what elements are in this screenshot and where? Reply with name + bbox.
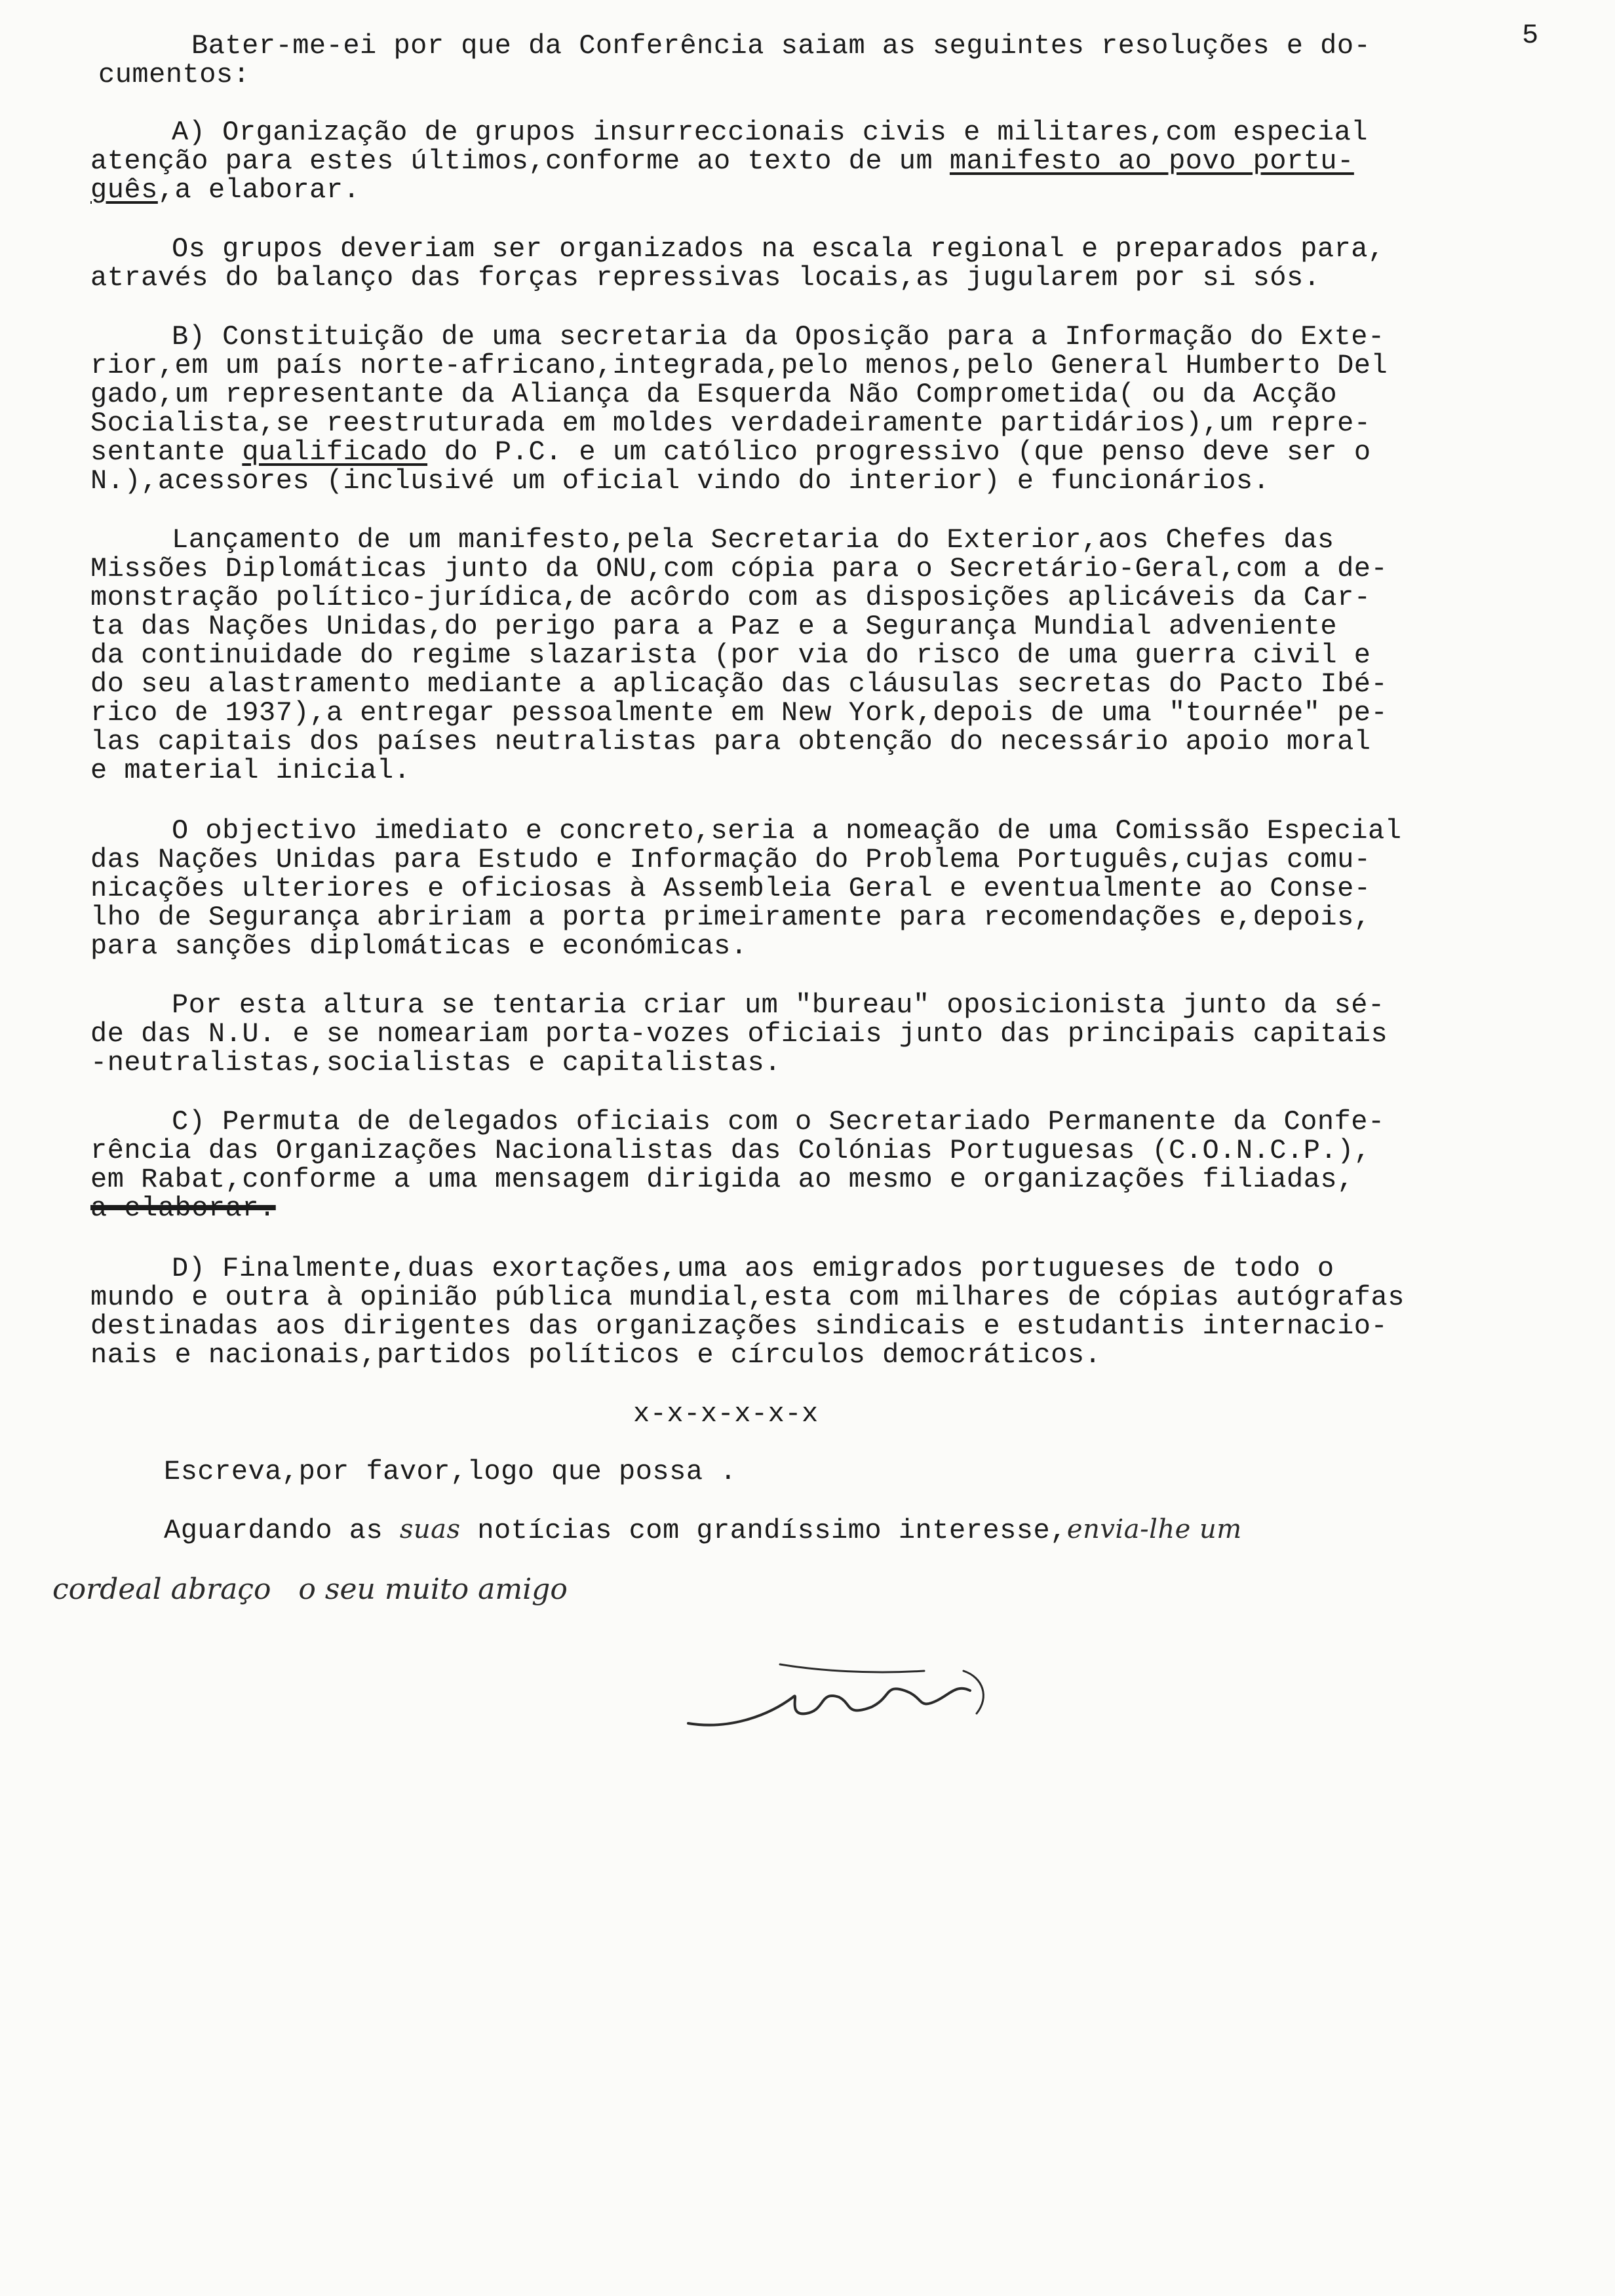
lancamento-line-3: monstração político-jurídica,de acôrdo com as disposições aplicáveis da Car- [90, 582, 1371, 613]
section-b-line-5-a: sentante [90, 436, 243, 468]
section-c-line-2: rência das Organizações Nacionalistas das Colónias Portuguesas (C.O.N.C.P.), [90, 1135, 1371, 1166]
lancamento-line-4: ta das Nações Unidas,do perigo para a Paz e a Segurança Mundial adveniente [90, 611, 1338, 642]
handwritten-suas: suas [399, 1514, 461, 1544]
section-b-line-2: rior,em um país norte-africano,integrada,pelo menos,pelo General Humberto Del [90, 350, 1388, 381]
section-b-line-5-c: do P.C. e um católico progressivo (que penso deve ser o [427, 436, 1371, 468]
intro-line-2: cumentos: [98, 59, 250, 90]
grupos-line-1: Os grupos deveriam ser organizados na escala regional e preparados para, [172, 233, 1385, 265]
qualificado-underlined: qualificado [242, 436, 428, 468]
objectivo-line-1: O objectivo imediato e concreto,seria a nomeação de uma Comissão Especial [172, 815, 1402, 847]
section-c-line-4-struck: a elaborar. [90, 1193, 276, 1224]
objectivo-line-4: lho de Segurança abririam a porta primeiramente para recomendações e,depois, [90, 902, 1371, 933]
objectivo-line-5: para sanções diplomáticas e económicas. [90, 930, 748, 962]
grupos-line-2: através do balanço das forças repressivas locais,as jugularem por si sós. [90, 262, 1321, 294]
section-a-line-3 [90, 176, 360, 204]
section-a-line-2-text: atenção para estes últimos,conforme ao texto de um [90, 145, 950, 177]
signature-drawing [675, 1651, 1016, 1756]
section-b-line-5 [90, 438, 1371, 467]
handwritten-envia: envia-lhe um [1066, 1514, 1242, 1544]
lancamento-line-7: rico de 1937),a entregar pessoalmente em New York,depois de uma "tournée" pe- [90, 697, 1388, 729]
page-number: 5 [1522, 20, 1539, 51]
closing-line-2 [164, 1515, 1242, 1545]
section-d-line-1: D) Finalmente,duas exortações,uma aos emigrados portugueses de todo o [172, 1253, 1334, 1284]
section-d-line-4: nais e nacionais,partidos políticos e círculos democráticos. [90, 1339, 1102, 1371]
lancamento-line-8: las capitais dos países neutralistas para obtenção do necessário apoio moral [90, 726, 1371, 757]
section-b-line-4: Socialista,se reestruturada em moldes verdadeiramente partidários),um repre- [90, 408, 1371, 439]
bureau-line-2: de das N.U. e se nomeariam porta-vozes oficiais junto das principais capitais [90, 1018, 1388, 1050]
portugues-underlined: guês [90, 174, 158, 206]
closing-line-2-a: Aguardando as [164, 1515, 400, 1546]
lancamento-line-5: da continuidade do regime slazarista (por via do risco de uma guerra civil e [90, 640, 1371, 671]
section-a-line-1: A) Organização de grupos insurreccionais civis e militares,com especial [172, 117, 1368, 148]
bureau-line-3: -neutralistas,socialistas e capitalistas. [90, 1047, 781, 1079]
section-d-line-3: destinadas aos dirigentes das organizações sindicais e estudantis internacio- [90, 1311, 1388, 1342]
section-b-line-3: gado,um representante da Aliança da Esquerda Não Comprometida( ou da Acção [90, 379, 1338, 410]
manifesto-underlined: manifesto ao povo portu- [949, 145, 1354, 177]
objectivo-line-3: nicações ulteriores e oficiosas à Assembleia Geral e eventualmente ao Conse- [90, 873, 1371, 904]
lancamento-line-2: Missões Diplomáticas junto da ONU,com cópia para o Secretário-Geral,com a de- [90, 553, 1388, 584]
objectivo-line-2: das Nações Unidas para Estudo e Informação do Problema Português,cujas comu- [90, 844, 1371, 875]
section-a-line-2 [90, 147, 1354, 176]
section-b-line-1: B) Constituição de uma secretaria da Oposição para a Informação do Exte- [172, 321, 1385, 353]
section-c-line-3: em Rabat,conforme a uma mensagem dirigida ao mesmo e organizações filiadas, [90, 1164, 1354, 1195]
section-b-line-6: N.),acessores (inclusivé um oficial vindo do interior) e funcionários. [90, 465, 1270, 497]
intro-line-1: Bater-me-ei por que da Conferência saiam as seguintes resoluções e do- [191, 30, 1371, 62]
section-d-line-2: mundo e outra à opinião pública mundial,esta com milhares de cópias autógrafas [90, 1282, 1405, 1313]
bureau-line-1: Por esta altura se tentaria criar um "bureau" oposicionista junto da sé- [172, 989, 1385, 1021]
section-a-line-3-text: ,a elaborar. [157, 174, 360, 206]
closing-line-2-b: notícias com grandíssimo interesse, [460, 1515, 1067, 1546]
section-c-line-1: C) Permuta de delegados oficiais com o Secretariado Permanente da Confe- [172, 1106, 1385, 1138]
lancamento-line-9: e material inicial. [90, 755, 411, 786]
closing-line-1: Escreva,por favor,logo que possa . [164, 1456, 737, 1487]
separator: x-x-x-x-x-x [633, 1398, 819, 1430]
lancamento-line-6: do seu alastramento mediante a aplicação das cláusulas secretas do Pacto Ibé- [90, 668, 1388, 700]
handwritten-closing: cordeal abraço o seu muito amigo [52, 1573, 568, 1606]
lancamento-line-1: Lançamento de um manifesto,pela Secretaria do Exterior,aos Chefes das [172, 524, 1334, 556]
